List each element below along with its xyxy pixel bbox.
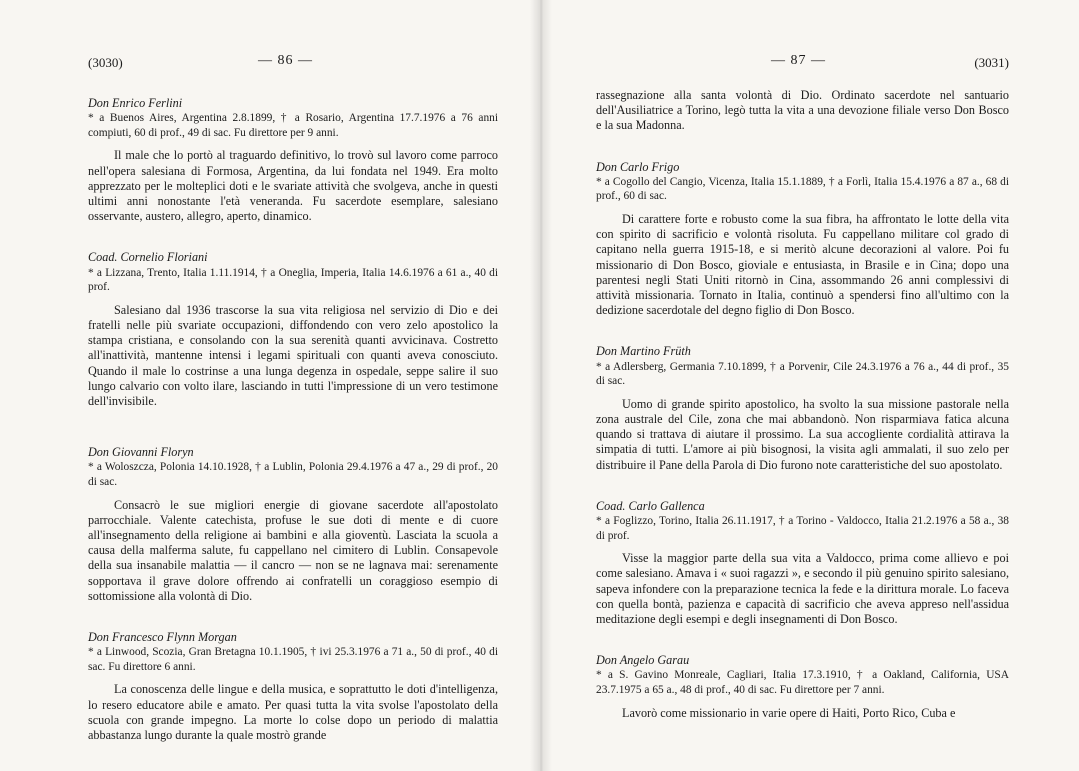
obituary-entry	[596, 653, 1009, 721]
right-page-header	[596, 52, 1009, 74]
entry-body: Visse la maggior parte della sua vita a Valdocco, prima come allievo e poi come salesiano. Amava i « suoi ragazzi », e secondo il più genuino spirito salesiano, sapeva infondere con la preparazione tecnica la fede e la dirittura morale. Lo faceva con quella bontà, pazienza e capacità di sacrificio che aveva appreso nell'assidua meditazione degli esempi e degli insegnamenti di Don Bosco.	[596, 551, 1009, 627]
entry-data: * a Buenos Aires, Argentina 2.8.1899, † a Rosario, Argentina 17.7.1976 a 76 anni compiuti, 60 di prof., 49 di sac. Fu direttore per 9 anni.	[88, 112, 498, 139]
right-page-alt-number: (3031)	[974, 55, 1009, 70]
obituary-entry	[596, 160, 1009, 319]
entry-name: Don Francesco Flynn Morgan	[88, 630, 237, 645]
left-page-number: — 86 —	[258, 53, 313, 68]
obituary-entry	[596, 344, 1009, 472]
obituary-entry	[88, 445, 498, 604]
left-page-alt-number: (3030)	[88, 55, 123, 70]
right-page-number: — 87 —	[771, 53, 826, 68]
entry-data: * a Lizzana, Trento, Italia 1.11.1914, † a Oneglia, Imperia, Italia 14.6.1976 a 61 a., 40 di prof.	[88, 266, 498, 294]
entry-body: Consacrò le sue migliori energie di giovane sacerdote all'apostolato parrocchiale. Valente catechista, profuse le sue doti di mente e di cuore all'insegnamento della religione ai bambini e alla gioventù. Lasciata la scuola a causa della malferma salute, fu cappellano nel cimitero di Lublin. Consapevole della sua insanabile malattia — il cancro — non se ne lagnava mai: serenamente sopportava il grave dolore offrendo ai confratelli un coraggioso esempio di sottomissione alla volontà di Dio.	[88, 497, 498, 603]
entry-name: Don Enrico Ferlini	[88, 96, 183, 110]
entry-body: Il male che lo portò al traguardo definitivo, lo trovò sul lavoro come parroco nell'opera salesiana di Formosa, Argentina, da lui fondata nel 1949. Era molto apprezzato per le molteplici doti e le svariate attività che svolgeva, anche in questi ultimi anni nonostante l'età veneranda. Fu sacerdote esemplare, salesiano osservante, austero, allegro, aperto, dinamico.	[88, 148, 498, 224]
continued-text: rassegnazione alla santa volontà di Dio. Ordinato sacerdote nel santuario dell'Ausiliatrice a Torino, legò tutta la vita a una devozione filiale verso Don Bosco e la sua Madonna.	[596, 88, 1009, 133]
right-page	[540, 0, 1079, 771]
entry-name: Don Angelo Garau	[596, 653, 690, 668]
entry-data: * a Cogollo del Cangio, Vicenza, Italia 15.1.1889, † a Forlì, Italia 15.4.1976 a 87 a., 68 di prof., 60 di sac.	[596, 175, 1009, 203]
entry-body: La conoscenza delle lingue e della musica, e soprattutto le doti d'intelligenza, lo resero educatore abile e amato. Per quasi tutta la vita svolse l'apostolato della scuola con grande impegno. La morte lo colse dopo un periodo di malattia abbastanza lungo durante la quale mostrò grande	[88, 682, 498, 743]
entry-body: Uomo di grande spirito apostolico, ha svolto la sua missione pastorale nella zona australe del Cile, zona che mai abbandonò. Non risparmiava fatica alcuna quando si trattava di aiutare il prossimo. La sua accogliente cordialità attirava la simpatia di tutti. L'amore ai più bisognosi, la visita agli ammalati, il suo zelo per distribuire il Pane della Parola di Dio furono note caratteristiche del suo apostolato.	[596, 396, 1009, 472]
obituary-entry	[88, 250, 498, 409]
obituary-entry	[88, 96, 498, 224]
entry-body: Di carattere forte e robusto come la sua fibra, ha affrontato le lotte della vita con spirito di sacrificio e volontà risoluta. Fu cappellano militare col grado di capitano nella guerra 1915-18, e si meritò alcune decorazioni al valore. Poi fu missionario di Don Bosco, gioviale e entusiasta, in Brasile e in Cina; dopo una parentesi negli Stati Uniti ritornò in Cina, assommando 26 anni complessivi di attività missionaria. Tornato in Italia, continuò a spendersi fino all'ultimo con la dedizione sacerdotale del degno figlio di Don Bosco.	[596, 212, 1009, 318]
entry-body: Lavorò come missionario in varie opere di Haiti, Porto Rico, Cuba e	[622, 705, 956, 720]
entry-data: * a Woloszcza, Polonia 14.10.1928, † a Lublin, Polonia 29.4.1976 a 47 a., 29 di prof., 20 di sac.	[88, 461, 498, 489]
entry-data: * a Foglizzo, Torino, Italia 26.11.1917, † a Torino - Valdocco, Italia 21.2.1976 a 58 a., 38 di prof.	[596, 515, 1009, 542]
entry-name: Don Giovanni Floryn	[88, 445, 194, 460]
entry-name: Don Martino Früth	[596, 344, 691, 359]
entry-name: Coad. Cornelio Floriani	[88, 250, 208, 265]
entry-data: * a Adlersberg, Germania 7.10.1899, † a Porvenir, Cile 24.3.1976 a 76 a., 44 di prof., 35 di sac.	[596, 360, 1009, 388]
entry-data: * a S. Gavino Monreale, Cagliari, Italia 17.3.1910, † a Oakland, California, USA 23.7.1975 a 65 a., 48 di prof., 40 di sac. Fu direttore per 7 anni.	[596, 669, 1009, 697]
obituary-entry	[88, 630, 498, 743]
left-page-header	[88, 52, 498, 74]
entry-name: Don Carlo Frigo	[596, 159, 680, 174]
entry-data: * a Linwood, Scozia, Gran Bretagna 10.1.1905, † ivi 25.3.1976 a 71 a., 50 di prof., 40 di sac. Fu direttore 6 anni.	[88, 646, 498, 673]
entry-name: Coad. Carlo Gallenca	[596, 498, 705, 513]
obituary-entry	[596, 499, 1009, 627]
entry-body: Salesiano dal 1936 trascorse la sua vita religiosa nel servizio di Dio e dei fratelli nelle più svariate occupazioni, diffondendo con vero zelo apostolico la stampa cristiana, e consolando con la sua serenità quanti avvicinava. Costretto all'inattività, mantenne intensi i legami spirituali con quanti aveva conosciuto. Quando il male lo costrinse a una lunga degenza in ospedale, seppe salire il suo lungo calvario con volto ilare, lasciando in tutti l'impressione di un vero testimone dell'invisibile.	[88, 302, 498, 409]
